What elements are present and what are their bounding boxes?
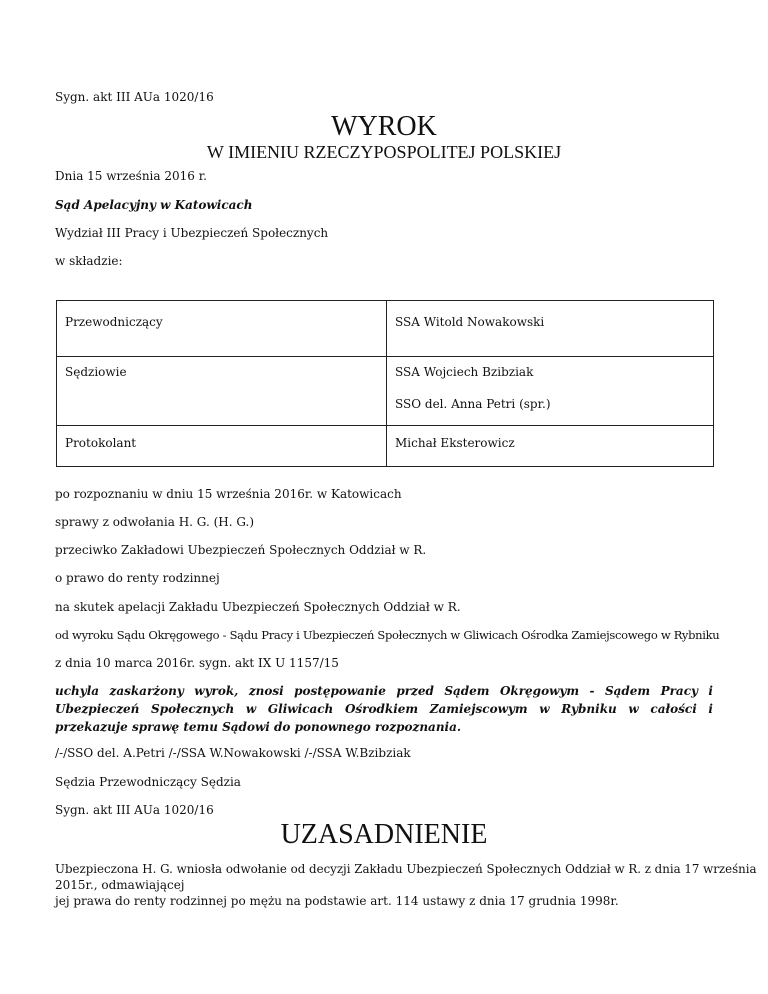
justification-line: jej prawa do renty rodzinnej po mężu na podstawie art. 114 ustawy z dnia 17 grudnia 1998r. xyxy=(55,894,619,908)
body-line: sprawy z odwołania H. G. (H. G.) xyxy=(55,515,255,529)
names-cell xyxy=(387,301,714,357)
justification-title: UZASADNIENIE xyxy=(280,819,488,850)
case-number: Sygn. akt III AUa 1020/16 xyxy=(55,90,214,104)
signature-roles: Sędzia Przewodniczący Sędzia xyxy=(55,775,241,789)
table-row xyxy=(57,301,714,357)
verdict-date: Dnia 15 września 2016 r. xyxy=(55,169,207,183)
ruling-text: uchyla zaskarżony wyrok, znosi postępowanie przed Sądem Okręgowym - Sądem Pracy i Ubezpieczeń Społecznych w Gliwicach Ośrodkiem Zamiejscowym w Rybniku w całości i przekazuje sprawę temu Sądowi do ponownego rozpoznania. xyxy=(55,684,713,734)
body-line: po rozpoznaniu w dniu 15 września 2016r. w Katowicach xyxy=(55,487,402,501)
justification-line: Ubezpieczona H. G. wniosła odwołanie od decyzji Zakładu Ubezpieczeń Społecznych Oddział w R. z dnia 17 września xyxy=(55,862,757,876)
body-line: przeciwko Zakładowi Ubezpieczeń Społecznych Oddział w R. xyxy=(55,543,427,557)
justification-text xyxy=(55,861,757,909)
judge-name: SSA Wojciech Bzibziak xyxy=(395,365,534,379)
names-cell xyxy=(387,426,714,467)
body-line: z dnia 10 marca 2016r. sygn. akt IX U 1157/15 xyxy=(55,656,339,670)
verdict-title: WYROK xyxy=(331,111,437,142)
body-line: o prawo do renty rodzinnej xyxy=(55,571,220,585)
table-row xyxy=(57,426,714,467)
composition-intro: w składzie: xyxy=(55,254,123,268)
body-line: od wyroku Sądu Okręgowego - Sądu Pracy i Ubezpieczeń Społecznych w Gliwicach Ośrodka Zamiejscowego w Rybniku xyxy=(55,628,720,642)
body-line: na skutek apelacji Zakładu Ubezpieczeń Społecznych Oddział w R. xyxy=(55,600,461,614)
role-clerk: Protokolant xyxy=(65,436,137,450)
verdict-subtitle: W IMIENIU RZECZYPOSPOLITEJ POLSKIEJ xyxy=(206,142,562,162)
case-number-2: Sygn. akt III AUa 1020/16 xyxy=(55,803,214,817)
court-name: Sąd Apelacyjny w Katowicach xyxy=(55,198,253,212)
role-cell xyxy=(57,301,387,357)
judge-name: SSA Witold Nowakowski xyxy=(395,315,545,329)
court-division: Wydział III Pracy i Ubezpieczeń Społecznych xyxy=(55,226,329,240)
composition-table xyxy=(56,300,714,467)
role-chairman: Przewodniczący xyxy=(65,315,163,329)
table-row xyxy=(57,357,714,426)
justification-line: 2015r., odmawiającej xyxy=(55,878,185,892)
names-cell xyxy=(387,357,714,426)
role-cell xyxy=(57,426,387,467)
judge-name: SSO del. Anna Petri (spr.) xyxy=(395,397,551,411)
role-cell xyxy=(57,357,387,426)
role-judges: Sędziowie xyxy=(65,365,127,379)
clerk-name: Michał Eksterowicz xyxy=(395,436,515,450)
signatures-line: /-/SSO del. A.Petri /-/SSA W.Nowakowski /-/SSA W.Bzibziak xyxy=(55,746,411,760)
